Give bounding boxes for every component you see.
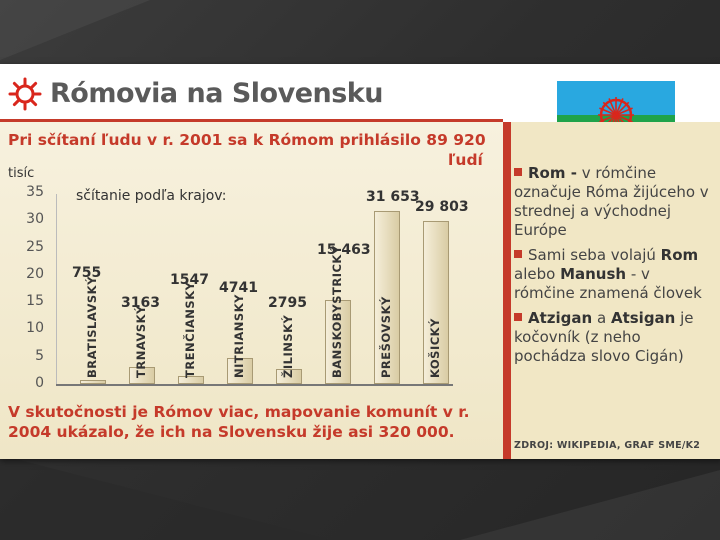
glossary-term: Rom - [528, 164, 577, 182]
glossary-term: Manush [560, 265, 627, 283]
glossary-definition: v rómčine označuje Róma žijúceho v strednej a východnej Európe [514, 164, 709, 239]
glossary-definition: a [596, 309, 607, 327]
glossary-definition: - v rómčine znamená človek [514, 265, 702, 302]
chart-subtitle: sčítanie podľa krajov: [76, 188, 227, 204]
footer-text [8, 402, 500, 442]
bullet-icon [514, 313, 522, 321]
wheel-logo-icon [8, 77, 42, 111]
intro-sentence: Pri sčítaní ľudu v r. 2001 sa k Rómom prihlásilo [8, 131, 421, 149]
glossary-item [514, 164, 714, 240]
accent-bar [503, 122, 511, 459]
y-tick-label: 25 [26, 238, 44, 255]
glossary-item [514, 246, 714, 303]
data-label: 3163 [121, 295, 160, 312]
background-shape [0, 0, 150, 60]
y-axis-label: tisíc [8, 166, 35, 181]
data-label: 1547 [170, 272, 209, 289]
glossary-definition: Sami seba volajú [528, 246, 656, 264]
x-tick-label: BRATISLAVSKÝ [85, 276, 99, 378]
y-tick-label: 30 [26, 211, 44, 228]
data-label: 2795 [268, 295, 307, 312]
glossary-term: Atsigan [610, 309, 676, 327]
glossary-definition: je kočovník (z neho pochádza slovo Cigán) [514, 309, 694, 365]
y-tick-label: 10 [26, 320, 44, 337]
y-axis-line [56, 194, 57, 385]
bullet-icon [514, 250, 522, 258]
footer-estimate: asi 320 000. [348, 423, 455, 441]
glossary-definition: alebo [514, 265, 556, 283]
bullet-icon [514, 168, 522, 176]
infographic-card [0, 64, 720, 459]
intro-tail: ľudí [448, 151, 483, 169]
data-label: 15 463 [317, 242, 371, 258]
x-tick-label: BANSKOBYSTRICKÝ [330, 245, 344, 378]
y-tick-label: 0 [35, 375, 44, 391]
glossary-term: Rom [660, 246, 699, 264]
data-label: 755 [72, 264, 102, 281]
data-label: 4741 [219, 280, 258, 296]
x-tick-label: KOŠICKÝ [428, 318, 442, 378]
x-tick-label: NITRIANSKY [232, 294, 246, 378]
x-tick-label: ŽILINSKÝ [281, 314, 295, 378]
y-tick-label: 20 [26, 265, 44, 282]
y-tick-label: 35 [26, 184, 44, 200]
intro-number: 89 920 [426, 131, 486, 149]
page-title: Rómovia na Slovensku [50, 78, 383, 109]
background-shape [460, 470, 720, 540]
glossary-item [514, 309, 714, 366]
glossary [514, 164, 714, 372]
data-label: 31 653 [366, 189, 420, 206]
x-tick-label: TRENČIANSKY [183, 281, 197, 378]
x-axis-line [56, 384, 453, 386]
y-tick-label: 15 [26, 293, 44, 310]
background-shape [0, 455, 330, 540]
x-tick-label: TRNAVSKÝ [134, 305, 148, 378]
x-tick-label: PREŠOVSKÝ [379, 296, 393, 378]
source-note: ZDROJ: WIKIPEDIA, GRAF SME/K2 [514, 440, 701, 451]
data-label: 29 803 [415, 199, 469, 216]
glossary-term: Atzigan [528, 309, 593, 327]
y-tick-label: 5 [35, 347, 44, 364]
footer-sentence: V skutočnosti je Rómov viac, mapovanie komunít v r. 2004 ukázalo, že ich na Slovensku žije [8, 403, 470, 441]
intro-text [8, 131, 498, 169]
